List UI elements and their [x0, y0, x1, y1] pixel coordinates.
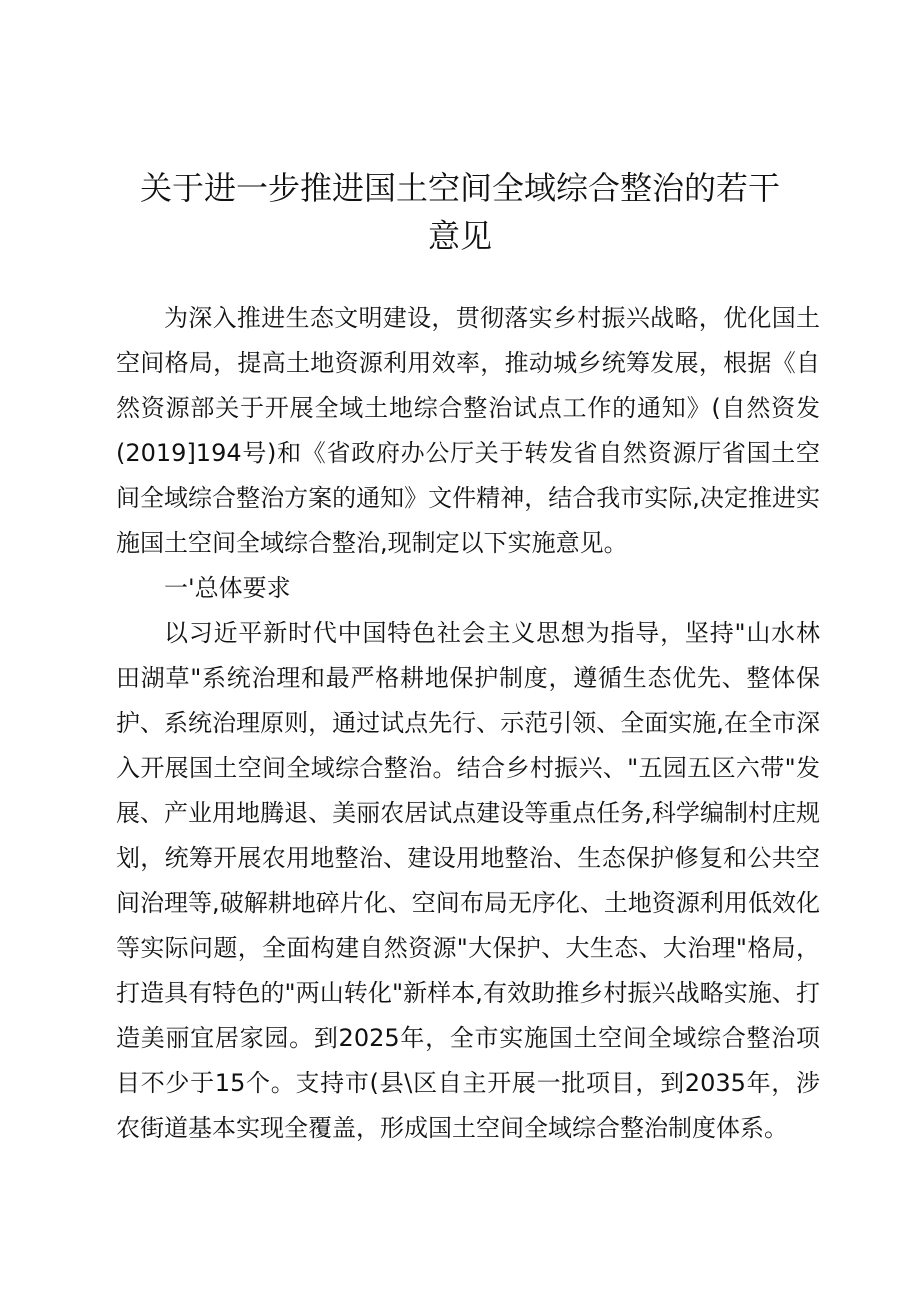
document-title: 关于进一步推进国土空间全域综合整治的若干意见 — [140, 169, 781, 255]
section-heading: 一'总体要求 — [164, 574, 291, 602]
document-body — [116, 296, 820, 1151]
body-paragraph: 以习近平新时代中国特色社会主义思想为指导，坚持"山水林田湖草"系统治理和最严格耕地保护制度，遵循生态优先、整体保护、系统治理原则，通过试点先行、示范引领、全面实施,在全市深入开展国土空间全域综合整治。结合乡村振兴、"五园五区六带"发展、产业用地腾退、美丽农居试点建设等重点任务,科学编制村庄规划，统筹开展农用地整治、建设用地整治、生态保护修复和公共空间治理等,破解耕地碎片化、空间布局无序化、土地资源利用低效化等实际问题，全面构建自然资源"大保护、大生态、大治理"格局，打造具有特色的"两山转化"新样本,有效助推乡村振兴战略实施、打造美丽宜居家园。到2025年，全市实施国土空间全域综合整治项目不少于15个。支持市(县\区自主开展一批项目，到2035年，涉农街道基本实现全覆盖，形成国土空间全域综合整治制度体系。 — [116, 619, 820, 1142]
intro-paragraph: 为深入推进生态文明建设，贯彻落实乡村振兴战略，优化国土空间格局，提高土地资源利用效率，推动城乡统筹发展，根据《自然资源部关于开展全域土地综合整治试点工作的通知》(自然资发(2019]194号)和《省政府办公厅关于转发省自然资源厅省国土空间全域综合整治方案的通知》文件精神，结合我市实际,决定推进实施国土空间全域综合整治,现制定以下实施意见。 — [116, 304, 820, 557]
